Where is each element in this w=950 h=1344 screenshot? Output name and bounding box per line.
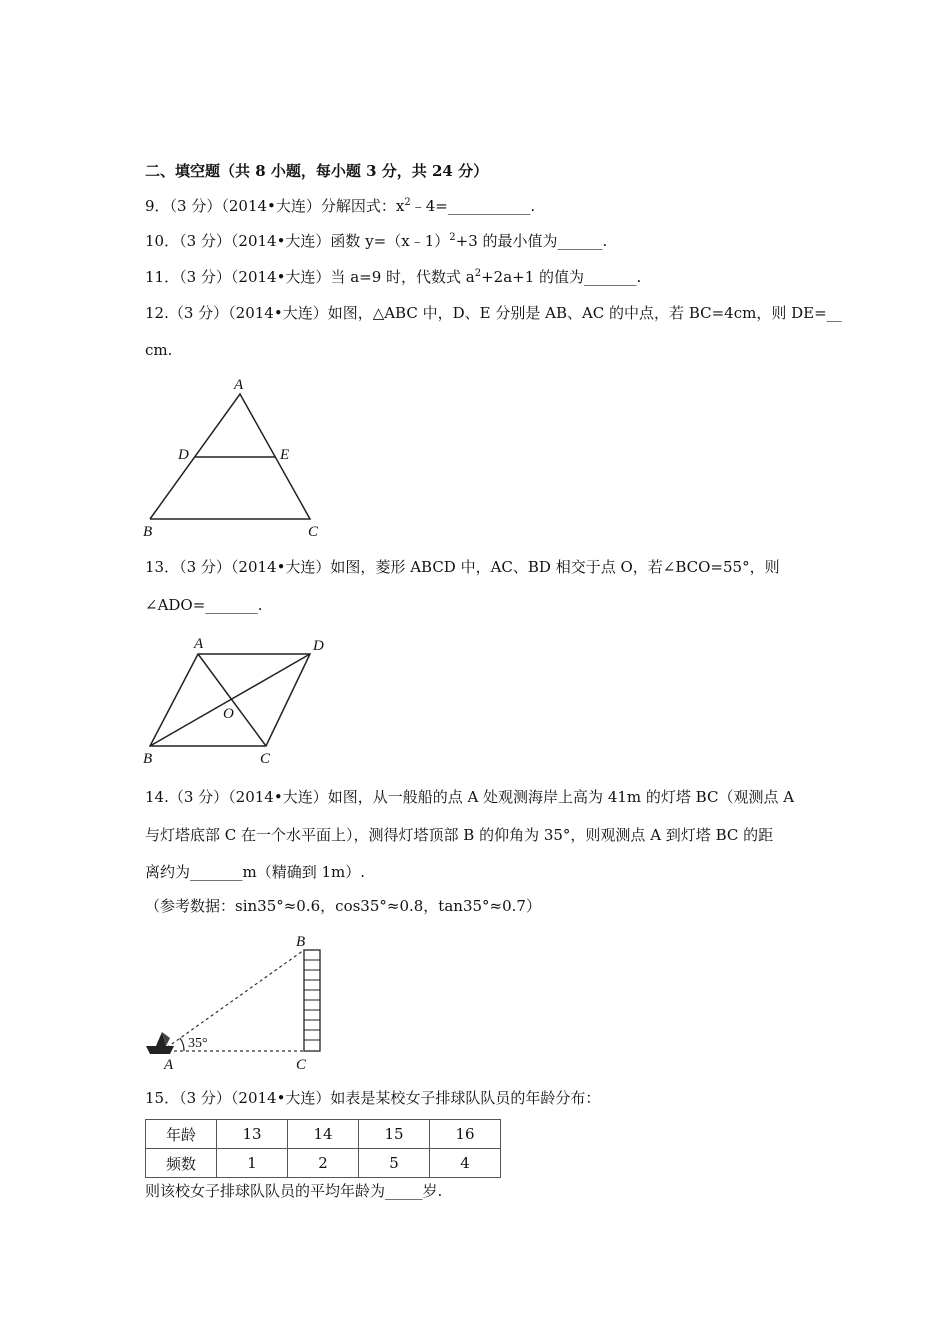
triangle-figure	[140, 372, 340, 544]
question-14-reference: （参考数据：sin35°≈0.6，cos35°≈0.8，tan35°≈0.7）	[145, 897, 541, 915]
question-14-line2: 与灯塔底部 C 在一个水平面上），测得灯塔顶部 B 的仰角为 35°，则观测点 A 到灯塔 BC 的距	[145, 826, 774, 844]
question-13-line1: 13．（3 分）（2014•大连）如图，菱形 ABCD 中，AC、BD 相交于点 O，若∠BCO=55°，则	[145, 558, 780, 576]
table-cell: 4	[430, 1149, 501, 1178]
question-15-line1: 15．（3 分）（2014•大连）如表是某校女子排球队队员的年龄分布：	[145, 1089, 601, 1107]
question-11: 11．（3 分）（2014•大连）当 a=9 时，代数式 $a^2+2a+1$ 的值为_______.	[145, 268, 642, 286]
section-title: 二、填空题（共 8 小题，每小题 3 分，共 24 分）	[145, 162, 489, 180]
table-cell: 5	[359, 1149, 430, 1178]
rhombus-figure	[140, 630, 340, 770]
label-O: O	[223, 706, 234, 722]
table-row	[146, 1120, 501, 1149]
table-cell: 15	[359, 1120, 430, 1149]
question-14-line3: 离约为_______m（精确到 1m）.	[145, 863, 366, 881]
label-D: D	[313, 638, 324, 654]
label-A: A	[194, 636, 204, 652]
question-10: 10．（3 分）（2014•大连）函数 y=（x﹣1）$^2$+3 的最小值为______.	[145, 232, 608, 250]
question-14-line1: 14.（3 分）（2014•大连）如图，从一般船的点 A 处观测海岸上高为 41m 的灯塔 BC（观测点 A	[145, 788, 795, 806]
table-cell: 16	[430, 1120, 501, 1149]
angle-label: 35°	[188, 1036, 208, 1051]
question-12-line2: cm.	[145, 341, 173, 359]
table-cell: 年龄	[146, 1120, 217, 1149]
table-cell: 1	[217, 1149, 288, 1178]
table-cell: 2	[288, 1149, 359, 1178]
label-A: A	[234, 377, 244, 393]
question-9: 9．（3 分）（2014•大连）分解因式：$x^2﹣4=\_\_\_\_\_\_\_\_\_\_\_$.	[145, 197, 536, 215]
label-C: C	[308, 524, 319, 540]
label-B: B	[143, 524, 153, 540]
label-B: B	[143, 751, 153, 767]
table-cell: 频数	[146, 1149, 217, 1178]
label-A: A	[164, 1057, 174, 1072]
label-C: C	[296, 1057, 307, 1072]
label-E: E	[280, 447, 290, 463]
age-distribution-table	[145, 1119, 501, 1178]
table-cell: 13	[217, 1120, 288, 1149]
question-12-line1: 12.（3 分）（2014•大连）如图，△ABC 中，D、E 分别是 AB、AC 的中点，若 BC=4cm，则 DE=__	[145, 304, 842, 322]
table-cell: 14	[288, 1120, 359, 1149]
label-B: B	[296, 934, 306, 950]
lighthouse-figure	[140, 930, 340, 1072]
question-13-line2: ∠ADO=_______.	[145, 596, 263, 614]
boat-icon	[146, 1032, 174, 1054]
table-row	[146, 1149, 501, 1178]
question-15-after: 则该校女子排球队队员的平均年龄为_____岁.	[145, 1182, 443, 1200]
label-D: D	[178, 447, 189, 463]
label-C: C	[260, 751, 271, 767]
